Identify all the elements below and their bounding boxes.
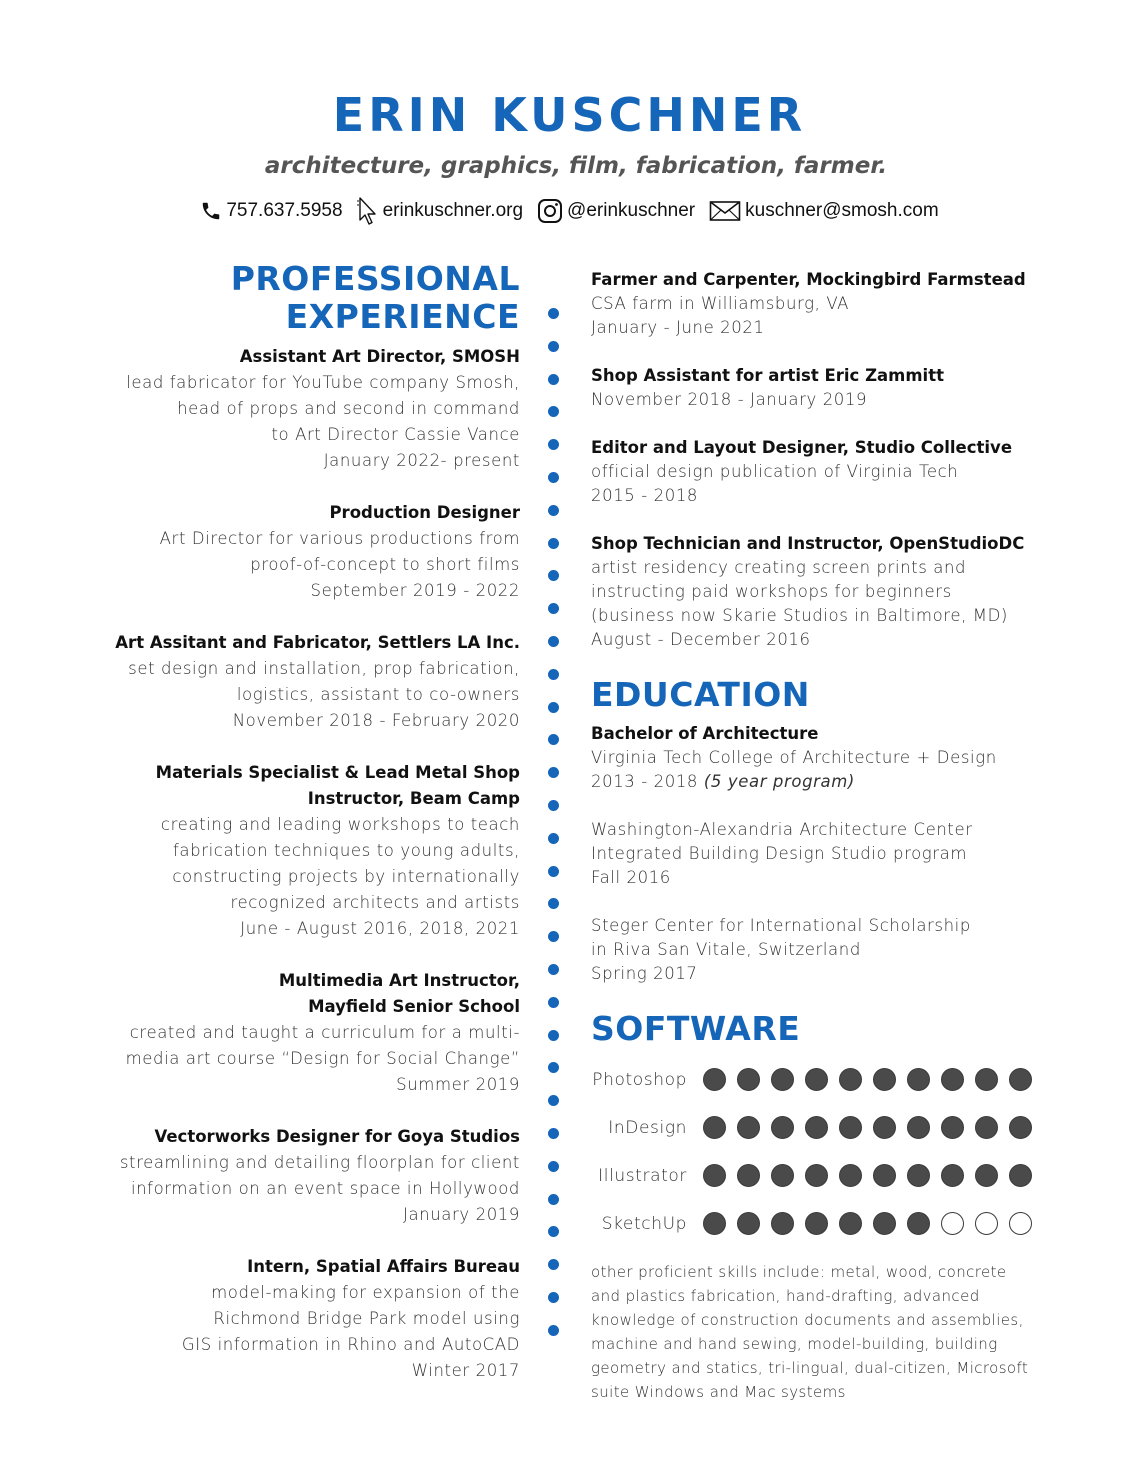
program-line: Washington-Alexandria Architecture Center xyxy=(591,819,973,839)
professional-experience-heading xyxy=(80,260,520,336)
phone-icon xyxy=(200,200,222,222)
dotted-divider xyxy=(548,308,560,1348)
entry-detail: proof-of-concept to short films xyxy=(250,554,520,574)
entry-title: Art Assitant and Fabricator, Settlers LA Inc. xyxy=(115,632,520,652)
rating-dot-filled xyxy=(805,1164,828,1187)
rating-dot-filled xyxy=(839,1116,862,1139)
entry-detail: set design and installation, prop fabrication, xyxy=(128,658,520,678)
divider-dot xyxy=(548,374,559,385)
rating-dot-filled xyxy=(805,1212,828,1235)
rating-dot-filled xyxy=(941,1164,964,1187)
rating-dot-filled xyxy=(737,1116,760,1139)
entry-detail: created and taught a curriculum for a multi- xyxy=(129,1022,520,1042)
rating-dot-filled xyxy=(839,1068,862,1091)
rating-dot-filled xyxy=(873,1164,896,1187)
entry-detail: August - December 2016 xyxy=(591,630,811,649)
divider-dot xyxy=(548,931,559,942)
experience-list xyxy=(80,344,520,1384)
degree-years-line xyxy=(591,770,1071,794)
rating-dot-filled xyxy=(873,1068,896,1091)
education-program xyxy=(591,818,1071,890)
rating-dots xyxy=(703,1116,1043,1139)
contact-email[interactable] xyxy=(709,200,939,222)
software-heading: SOFTWARE xyxy=(591,1008,801,1048)
divider-dot xyxy=(548,898,559,909)
rating-dots xyxy=(703,1164,1043,1187)
entry-detail: January 2019 xyxy=(403,1204,520,1224)
entry-title: Assistant Art Director, SMOSH xyxy=(239,346,520,366)
heading-line: PROFESSIONAL xyxy=(230,259,520,298)
divider-dot xyxy=(548,406,559,417)
divider-dot xyxy=(548,603,559,614)
divider-dot xyxy=(548,1161,559,1172)
rating-dot-filled xyxy=(873,1116,896,1139)
divider-dot xyxy=(548,997,559,1008)
rating-dot-filled xyxy=(975,1164,998,1187)
rating-dot-filled xyxy=(703,1068,726,1091)
divider-dot xyxy=(548,866,559,877)
entry-detail: Winter 2017 xyxy=(411,1360,520,1380)
rating-dot-filled xyxy=(805,1116,828,1139)
experience-entry xyxy=(80,1254,520,1384)
software-row xyxy=(591,1104,1071,1152)
entry-detail: GIS information in Rhino and AutoCAD xyxy=(181,1334,520,1354)
experience-entry xyxy=(591,532,1071,652)
contact-instagram[interactable] xyxy=(537,198,695,224)
experience-entry xyxy=(80,500,520,604)
rating-dots xyxy=(703,1212,1043,1235)
entry-detail: official design publication of Virginia Tech xyxy=(591,462,959,481)
education-heading: EDUCATION xyxy=(591,675,810,714)
resume-name: ERIN KUSCHNER xyxy=(332,88,807,142)
divider-dot xyxy=(548,505,559,516)
rating-dot-empty xyxy=(975,1212,998,1235)
experience-entry xyxy=(591,436,1071,508)
divider-dot xyxy=(548,1095,559,1106)
divider-dot xyxy=(548,833,559,844)
entry-detail: June - August 2016, 2018, 2021 xyxy=(240,918,520,938)
entry-detail: November 2018 - January 2019 xyxy=(591,390,868,409)
degree-note: (5 year program) xyxy=(703,771,855,791)
divider-dot xyxy=(548,1325,559,1336)
experience-entry xyxy=(80,630,520,734)
software-name: InDesign xyxy=(608,1117,687,1138)
contact-instagram-text: @erinkuschner xyxy=(567,200,696,221)
entry-detail: to Art Director Cassie Vance xyxy=(271,424,520,444)
entry-title: Shop Technician and Instructor, OpenStudioDC xyxy=(591,534,1025,553)
heading-line: EXPERIENCE xyxy=(285,296,520,336)
rating-dots xyxy=(703,1068,1043,1091)
divider-dot xyxy=(548,472,559,483)
rating-dot-filled xyxy=(771,1116,794,1139)
experience-entry xyxy=(591,364,1071,412)
entry-detail: recognized architects and artists xyxy=(230,892,520,912)
contact-bar xyxy=(0,196,1139,226)
entry-title: Materials Specialist & Lead Metal Shop xyxy=(155,762,520,782)
rating-dot-filled xyxy=(1009,1116,1032,1139)
experience-list-continued xyxy=(591,268,1071,652)
rating-dot-filled xyxy=(975,1116,998,1139)
professional-experience-section xyxy=(80,260,520,1410)
contact-website[interactable] xyxy=(357,196,523,226)
divider-dot xyxy=(548,439,559,450)
entry-detail: CSA farm in Williamsburg, VA xyxy=(591,294,850,313)
degree-school: Virginia Tech College of Architecture + Design xyxy=(591,747,997,767)
skills-line: suite Windows and Mac systems xyxy=(591,1382,846,1401)
entry-detail: information on an event space in Hollywood xyxy=(130,1178,520,1198)
entry-detail: lead fabricator for YouTube company Smosh, xyxy=(126,372,520,392)
software-row xyxy=(591,1056,1071,1104)
divider-dot xyxy=(548,1128,559,1139)
education-programs xyxy=(591,818,1071,986)
entry-detail: instructing paid workshops for beginners xyxy=(591,582,952,601)
skills-line: machine and hand sewing, model-building, building xyxy=(591,1334,998,1353)
divider-dot xyxy=(548,964,559,975)
entry-detail: September 2019 - 2022 xyxy=(310,580,520,600)
entry-title: Mayfield Senior School xyxy=(308,996,520,1016)
rating-dot-filled xyxy=(703,1164,726,1187)
contact-email-text: kuschner@smosh.com xyxy=(745,200,939,221)
divider-dot xyxy=(548,538,559,549)
rating-dot-filled xyxy=(907,1164,930,1187)
rating-dot-filled xyxy=(703,1212,726,1235)
divider-dot xyxy=(548,800,559,811)
entry-detail: streamlining and detailing floorplan for client xyxy=(119,1152,520,1172)
rating-dot-empty xyxy=(1009,1212,1032,1235)
rating-dot-filled xyxy=(737,1068,760,1091)
divider-dot xyxy=(548,1030,559,1041)
right-column xyxy=(591,268,1071,1404)
rating-dot-filled xyxy=(1009,1164,1032,1187)
program-line: Steger Center for International Scholarship xyxy=(591,915,971,935)
entry-detail: 2015 - 2018 xyxy=(591,486,699,505)
experience-entry xyxy=(80,760,520,942)
program-line: Fall 2016 xyxy=(591,867,671,887)
divider-dot xyxy=(548,1062,559,1073)
rating-dot-filled xyxy=(907,1068,930,1091)
rating-dot-filled xyxy=(771,1164,794,1187)
entry-detail: Richmond Bridge Park model using xyxy=(213,1308,520,1328)
entry-title: Vectorworks Designer for Goya Studios xyxy=(154,1126,520,1146)
rating-dot-filled xyxy=(1009,1068,1032,1091)
entry-detail: January - June 2021 xyxy=(591,318,765,337)
software-name: Photoshop xyxy=(592,1069,687,1090)
divider-dot xyxy=(548,767,559,778)
experience-entry xyxy=(591,268,1071,340)
divider-dot xyxy=(548,1259,559,1270)
skills-line: knowledge of construction documents and assemblies, xyxy=(591,1310,1024,1329)
entry-title: Multimedia Art Instructor, xyxy=(278,970,520,990)
rating-dot-filled xyxy=(941,1068,964,1091)
entry-detail: (business now Skarie Studios in Baltimore, MD) xyxy=(591,606,1008,625)
rating-dot-filled xyxy=(873,1212,896,1235)
contact-phone-text: 757.637.5958 xyxy=(226,200,343,221)
software-ratings xyxy=(591,1056,1071,1248)
skills-line: and plastics fabrication, hand-drafting, advanced xyxy=(591,1286,980,1305)
rating-dot-filled xyxy=(771,1068,794,1091)
divider-dot xyxy=(548,570,559,581)
entry-detail: head of props and second in command xyxy=(177,398,520,418)
divider-dot xyxy=(548,1226,559,1237)
rating-dot-filled xyxy=(737,1164,760,1187)
entry-title: Intern, Spatial Affairs Bureau xyxy=(247,1256,520,1276)
rating-dot-filled xyxy=(839,1164,862,1187)
divider-dot xyxy=(548,341,559,352)
divider-dot xyxy=(548,734,559,745)
entry-detail: model-making for expansion of the xyxy=(211,1282,520,1302)
software-row xyxy=(591,1200,1071,1248)
rating-dot-empty xyxy=(941,1212,964,1235)
entry-title: Production Designer xyxy=(329,502,520,522)
entry-title: Instructor, Beam Camp xyxy=(307,788,520,808)
software-name: Illustrator xyxy=(598,1165,687,1186)
rating-dot-filled xyxy=(771,1212,794,1235)
entry-title: Farmer and Carpenter, Mockingbird Farmstead xyxy=(591,270,1026,289)
divider-dot xyxy=(548,669,559,680)
skills-line: geometry and statics, tri-lingual, dual-citizen, Microsoft xyxy=(591,1358,1029,1377)
entry-detail: November 2018 - February 2020 xyxy=(232,710,520,730)
entry-detail: January 2022- present xyxy=(323,450,520,470)
divider-dot xyxy=(548,1194,559,1205)
contact-website-text: erinkuschner.org xyxy=(382,200,524,221)
divider-dot xyxy=(548,308,559,319)
mail-icon xyxy=(709,200,741,222)
entry-detail: fabrication techniques to young adults, xyxy=(173,840,520,860)
software-row xyxy=(591,1152,1071,1200)
degree-title: Bachelor of Architecture xyxy=(591,723,819,743)
rating-dot-filled xyxy=(975,1068,998,1091)
experience-entry xyxy=(80,1124,520,1228)
rating-dot-filled xyxy=(703,1116,726,1139)
other-skills xyxy=(591,1260,1061,1404)
education-program xyxy=(591,914,1071,986)
software-name: SketchUp xyxy=(601,1213,687,1234)
contact-phone[interactable] xyxy=(200,200,342,222)
instagram-icon xyxy=(537,198,563,224)
entry-detail: creating and leading workshops to teach xyxy=(160,814,520,834)
rating-dot-filled xyxy=(907,1116,930,1139)
rating-dot-filled xyxy=(839,1212,862,1235)
entry-detail: constructing projects by internationally xyxy=(172,866,520,886)
rating-dot-filled xyxy=(907,1212,930,1235)
experience-entry xyxy=(80,968,520,1098)
skills-line: other proficient skills include: metal, wood, concrete xyxy=(591,1262,1007,1281)
experience-entry xyxy=(80,344,520,474)
program-line: Spring 2017 xyxy=(591,963,698,983)
program-line: Integrated Building Design Studio program xyxy=(591,843,968,863)
degree-years: 2013 - 2018 xyxy=(591,771,699,791)
entry-detail: Art Director for various productions from xyxy=(159,528,520,548)
education-degree xyxy=(591,722,1071,794)
entry-title: Editor and Layout Designer, Studio Collective xyxy=(591,438,1013,457)
rating-dot-filled xyxy=(737,1212,760,1235)
entry-detail: Summer 2019 xyxy=(396,1074,520,1094)
rating-dot-filled xyxy=(941,1116,964,1139)
cursor-icon xyxy=(357,196,379,226)
rating-dot-filled xyxy=(805,1068,828,1091)
entry-title: Shop Assistant for artist Eric Zammitt xyxy=(591,366,944,385)
entry-detail: media art course “Design for Social Change” xyxy=(125,1048,520,1068)
entry-detail: artist residency creating screen prints and xyxy=(591,558,967,577)
program-line: in Riva San Vitale, Switzerland xyxy=(591,939,861,959)
resume-tagline: architecture, graphics, film, fabrication, farmer. xyxy=(264,153,888,179)
divider-dot xyxy=(548,636,559,647)
divider-dot xyxy=(548,1292,559,1303)
divider-dot xyxy=(548,702,559,713)
entry-detail: logistics, assistant to co-owners xyxy=(236,684,520,704)
